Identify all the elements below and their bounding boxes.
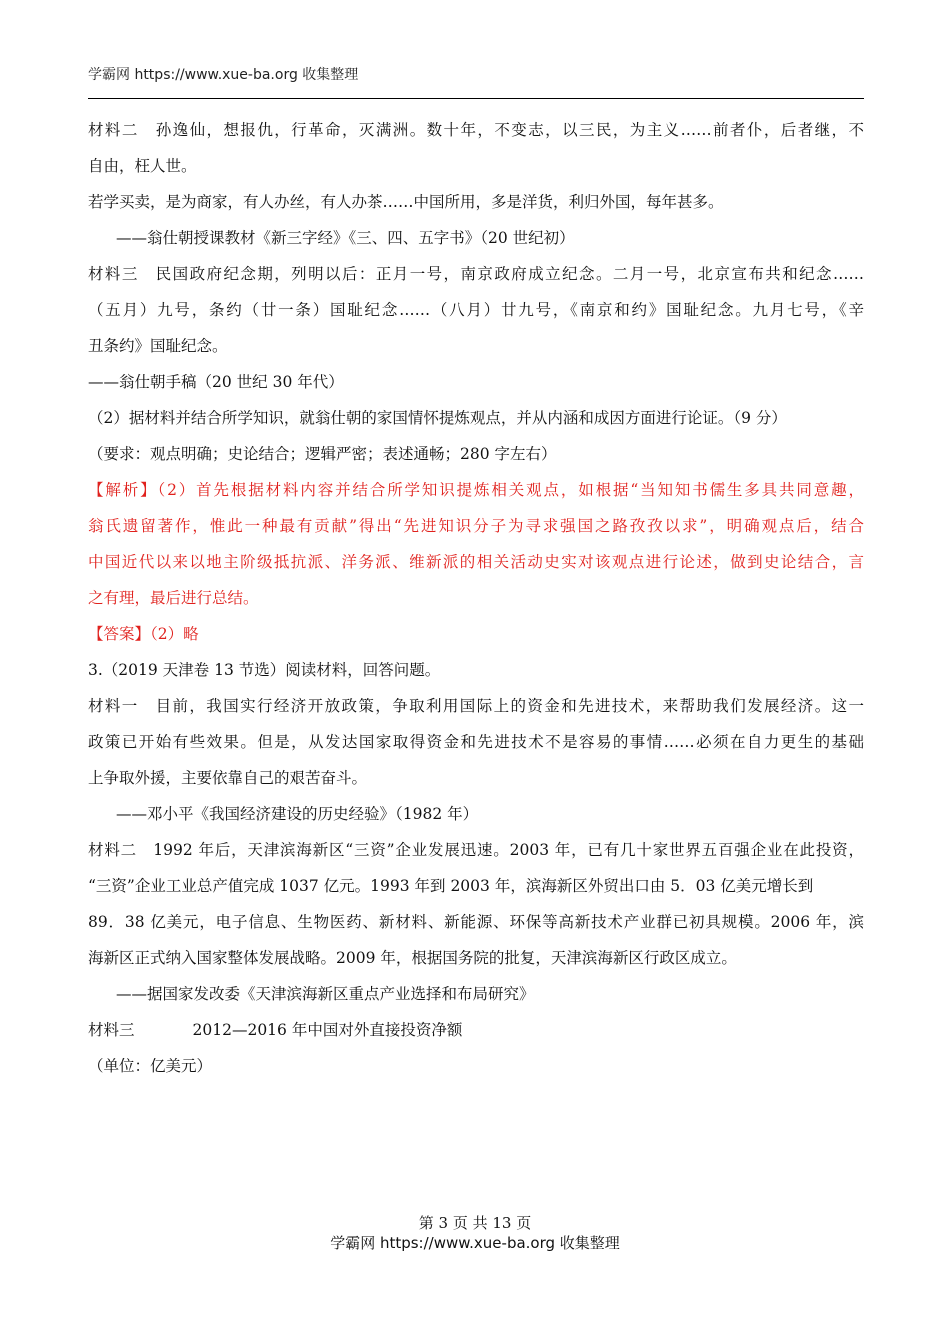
text-line: （要求：观点明确；史论结合；逻辑严密；表述通畅；280 字左右）	[88, 445, 557, 463]
material3-chart-title: 2012—2016 年中国对外直接投资净额	[192, 1021, 463, 1039]
text-line: ——翁仕朝手稿（20 世纪 30 年代）	[88, 373, 344, 391]
text-line: 89．38 亿美元，电子信息、生物医药、新材料、新能源、环保等高新技术产业群已初具规模。2006 年，滨	[88, 913, 864, 931]
text-line: 上争取外援，主要依靠自己的艰苦奋斗。	[88, 769, 368, 787]
text-line: ——邓小平《我国经济建设的历史经验》（1982 年）	[116, 805, 479, 823]
text-line: 【答案】（2）略	[88, 625, 199, 643]
text-line: “三资”企业工业总产值完成 1037 亿元。1993 年到 2003 年，滨海新区外贸出口由 5．03 亿美元增长到	[88, 877, 814, 895]
text-line: 之有理，最后进行总结。	[88, 589, 259, 607]
text-line: 【解析】（2）首先根据材料内容并结合所学知识提炼相关观点，如根据“当知知书儒生多具共同意趣，	[88, 481, 864, 499]
text-line: 材料三 民国政府纪念期，列明以后：正月一号，南京政府成立纪念。二月一号，北京宣布共和纪念……	[88, 265, 864, 283]
page-number: 第 3 页 共 13 页	[418, 1214, 532, 1232]
material3-heading	[88, 1012, 864, 1048]
text-line: 3.（2019 天津卷 13 节选）阅读材料，回答问题。	[88, 661, 441, 679]
text-line: 若学买卖，是为商家，有人办丝，有人办茶……中国所用，多是洋货，利归外国，每年甚多。	[88, 193, 724, 211]
text-line: 海新区正式纳入国家整体发展战略。2009 年，根据国务院的批复，天津滨海新区行政区成立。	[88, 949, 737, 967]
header-divider	[88, 98, 864, 99]
page-header: 学霸网 https://www.xue-ba.org 收集整理	[88, 67, 359, 83]
text-line: 政策已开始有些效果。但是，从发达国家取得资金和先进技术不是容易的事情……必须在自力更生的基础	[88, 733, 864, 751]
text-line: 材料二 孙逸仙，想报仇，行革命，灭满洲。数十年，不变志，以三民，为主义……前者仆，后者继，不	[88, 121, 864, 139]
text-line: ——翁仕朝授课教材《新三字经》《三、四、五字书》（20 世纪初）	[116, 229, 575, 247]
text-line: 材料二 1992 年后，天津滨海新区“三资”企业发展迅速。2003 年，已有几十家世界五百强企业在此投资，	[88, 841, 864, 859]
text-line: （五月）九号，条约（廿一条）国耻纪念……（八月）廿九号，《南京和约》国耻纪念。九月七号，《辛	[88, 301, 864, 319]
text-line: （2）据材料并结合所学知识，就翁仕朝的家国情怀提炼观点，并从内涵和成因方面进行论证。（9 分）	[88, 409, 787, 427]
material3-label: 材料三	[88, 1021, 135, 1039]
text-line: 自由，枉人世。	[88, 157, 197, 175]
material3-unit: （单位：亿美元）	[88, 1057, 213, 1075]
page-footer: 学霸网 https://www.xue-ba.org 收集整理	[330, 1234, 620, 1252]
text-lines	[88, 112, 864, 1012]
document-body	[88, 112, 864, 1084]
text-line: 翁氏遗留著作，惟此一种最有贡献”得出“先进知识分子为寻求强国之路孜孜以求”，明确观点后，结合	[88, 517, 864, 535]
text-line: ——据国家发改委《天津滨海新区重点产业选择和布局研究》	[116, 985, 535, 1003]
text-line: 丑条约》国耻纪念。	[88, 337, 228, 355]
text-line: 中国近代以来以地主阶级抵抗派、洋务派、维新派的相关活动史实对该观点进行论述，做到史论结合，言	[88, 553, 864, 571]
text-line: 材料一 目前，我国实行经济开放政策，争取利用国际上的资金和先进技术，来帮助我们发展经济。这一	[88, 697, 864, 715]
